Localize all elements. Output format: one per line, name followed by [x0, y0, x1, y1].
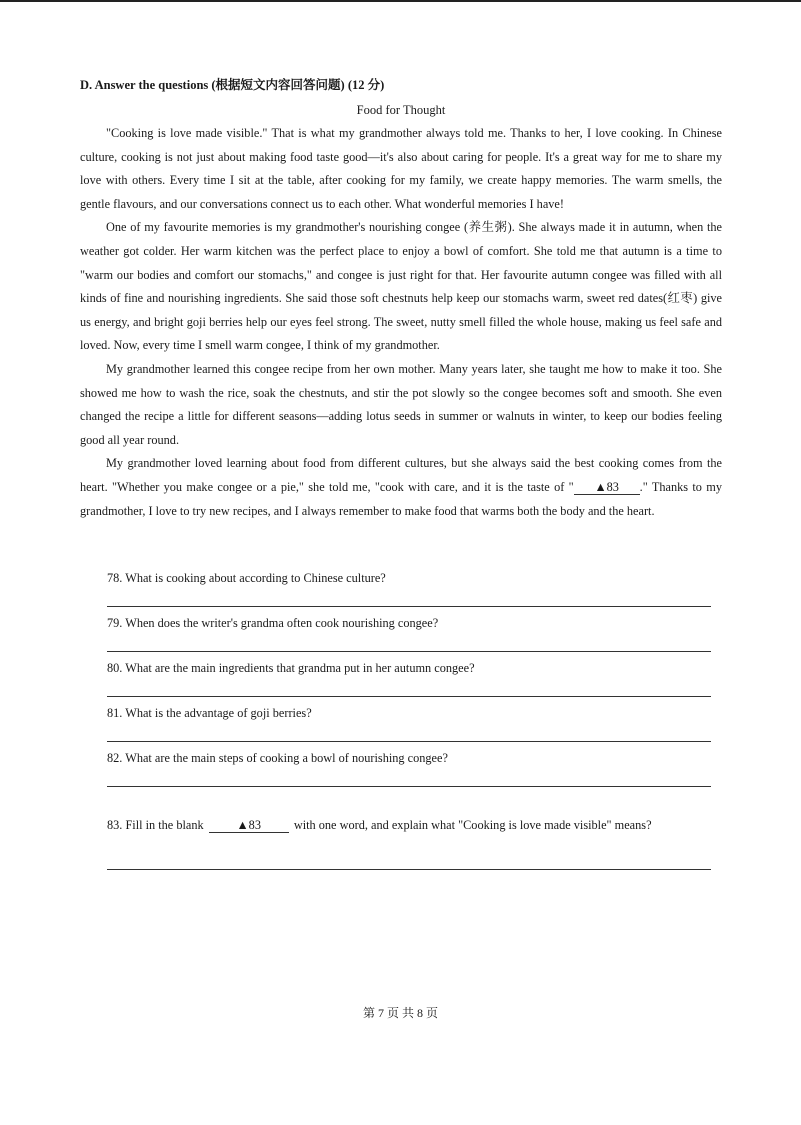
answer-line-80[interactable]: [107, 696, 711, 697]
passage-title: Food for Thought: [356, 103, 446, 117]
paragraph-3: My grandmother learned this congee recipe from her own mother. Many years later, she taught me how to make it too. She showed me how to wash the rice, soak the chestnuts, and stir the pot slowly so the congee becomes soft and smooth. She even changed the recipe a little for different seasons—adding lotus seeds in summer or walnuts in winter, to keep our bodies feeling good all year round.: [80, 361, 722, 447]
answer-line-81[interactable]: [107, 741, 711, 742]
question-78: [107, 566, 711, 611]
question-83: [107, 813, 711, 883]
page-footer: 第 7 页 共 8 页: [362, 1006, 438, 1020]
paragraph-1: "Cooking is love made visible." That is what my grandmother always told me. Thanks to her, I love cooking. In Chinese culture, cooking is not just about making food taste good—it's also about caring for people. It's a great way for me to share my love with others. Every time I sit at the table, after cooking for my family, we create happy memories. The warm smells, the gentle flavours, and our conversations connect us to each other. What wonderful memories I have!: [80, 126, 722, 211]
question-80: [107, 656, 711, 701]
question-78-text: 78. What is cooking about according to Chinese culture?: [107, 571, 386, 585]
paragraph-4: [80, 452, 722, 523]
answer-line-78[interactable]: [107, 606, 711, 607]
question-83-before: 83. Fill in the blank: [107, 818, 204, 832]
question-list: [107, 566, 711, 883]
question-81: [107, 701, 711, 746]
passage-section: [80, 76, 722, 523]
question-82: [107, 746, 711, 791]
question-80-text: 80. What are the main ingredients that grandma put in her autumn congee?: [107, 661, 475, 675]
answer-line-83[interactable]: [107, 869, 711, 870]
answer-line-79[interactable]: [107, 651, 711, 652]
question-81-text: 81. What is the advantage of goji berries?: [107, 706, 312, 720]
question-82-text: 82. What are the main steps of cooking a bowl of nourishing congee?: [107, 751, 448, 765]
paragraph-2: One of my favourite memories is my grandmother's nourishing congee (养生粥). She always made it in autumn, when the weather got colder. Her warm kitchen was the perfect place to enjoy a bowl of comfort. She told me that autumn is a time to "warm our bodies and comfort our stomachs," and congee is just right for that. Her favourite autumn congee was filled with all kinds of fine and nourishing ingredients. She said those soft chestnuts help keep our stomachs warm, sweet red dates(红枣) give us energy, and bright goji berries help our eyes feel strong. The sweet, nutty smell filled the whole house, making us feel safe and loved. Now, every time I smell warm congee, I think of my grandmother.: [80, 220, 722, 353]
paragraph-4-after: ." Thanks to my grandmother, I love to try new recipes, and I always remember to make food that warms both the body and the heart.: [80, 479, 722, 518]
section-heading: D. Answer the questions (根据短文内容回答问题) (12 分): [80, 78, 385, 92]
question-83-after: with one word, and explain what "Cooking is love made visible" means?: [293, 818, 652, 832]
question-79-text: 79. When does the writer's grandma often cook nourishing congee?: [107, 616, 439, 630]
top-border: [0, 0, 801, 2]
question-83-blank: ▲83: [209, 818, 289, 833]
question-83-text: [107, 813, 711, 835]
question-79: [107, 611, 711, 656]
blank-83[interactable]: ▲83: [574, 480, 640, 495]
answer-line-82[interactable]: [107, 786, 711, 787]
paragraph-4-before: My grandmother loved learning about food from different cultures, but she always said the best cooking comes from the heart. "Whether you make congee or a pie," she told me, "cook with care, and it is the taste of ": [80, 456, 722, 494]
